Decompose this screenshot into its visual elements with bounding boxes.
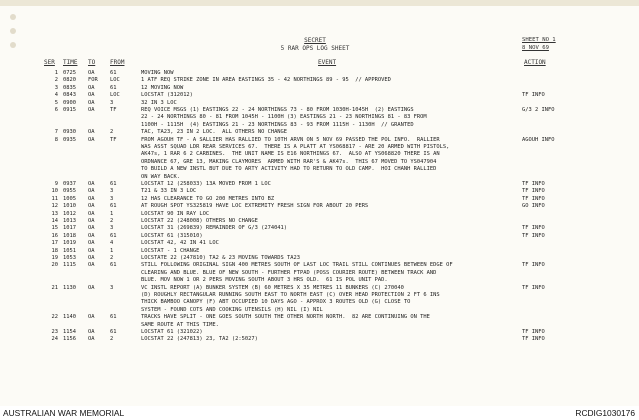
event-text-line: TO BUILD A NEW INSTL BUT DUE TO ARTY ACTIVITY HAD TO RETURN TO OLD CAMP. HOI CHANH RALLIED <box>141 166 437 173</box>
sheet-title: 5 RAR OPS LOG SHEET <box>280 45 350 52</box>
archive-name: AUSTRALIAN WAR MEMORIAL <box>3 408 125 418</box>
action-cell: TF INFO <box>522 195 545 202</box>
serial-number-cell: 22 <box>51 314 58 321</box>
punch-holes <box>10 14 18 56</box>
event-text-line: 12 HAS CLEARANCE TO GO 200 METRES INTO BZ <box>141 195 275 202</box>
event-text-line: FROM AGOUH TF - A SALLIER HAS RALLIED TO 10TH ARVN ON 5 NOV 69 PASSED THE POL INFO. RALLIER <box>141 136 440 143</box>
to-cell: OA <box>88 188 95 195</box>
time-cell: 1012 <box>63 210 76 217</box>
punch-hole <box>10 42 16 48</box>
time-cell: 0835 <box>63 84 76 91</box>
event-text-line: SYSTEM - FOUND COTS AND COOKING UTENSILS (H) NIL (I) NIL <box>141 306 323 313</box>
time-cell: 1013 <box>63 218 76 224</box>
event-text-line: BLUE. MOV NOW 1 OR 2 PERS MOVING SOUTH ABOUT 3 HRS OLD. 61 IS POL UNIT PAD. <box>141 277 388 284</box>
event-text-line: LOCSTAT - 1 CHANGE <box>141 247 200 254</box>
to-cell: OA <box>88 203 95 210</box>
to-cell: OA <box>88 262 95 269</box>
to-cell: OA <box>88 70 95 76</box>
time-cell: 0915 <box>63 107 76 113</box>
event-text-line: THICK BAMBOO CANOPY (F) ABT OCCUPIED 10 DAYS AGO - APPROX 3 ROUTES OLD (G) CLOSE TO <box>141 299 411 306</box>
serial-number-cell: 4 <box>54 92 58 99</box>
action-cell: TF INFO <box>522 262 545 269</box>
time-cell: 0843 <box>63 92 76 99</box>
column-header-from: FROM <box>110 59 125 66</box>
serial-number-cell: 9 <box>54 181 58 187</box>
to-cell: OA <box>88 225 95 232</box>
to-cell: OA <box>88 255 95 261</box>
from-cell: 2 <box>110 218 114 224</box>
from-cell: 3 <box>110 188 114 195</box>
column-header-ser: SER <box>44 59 55 66</box>
from-cell: 3 <box>110 284 114 291</box>
from-cell: 3 <box>110 195 114 202</box>
event-text-line: LOCSTATE 22 (247810) TA2 & 23 MOVING TOWARDS TA23 <box>141 255 301 261</box>
to-cell: OA <box>88 210 95 217</box>
time-cell: 0930 <box>63 129 76 136</box>
time-cell: 0935 <box>63 136 76 143</box>
time-cell: 1053 <box>63 255 76 261</box>
event-text-line: LOCSTAT 61 (321022) <box>141 329 203 335</box>
to-cell: OA <box>88 195 95 202</box>
serial-number-cell: 5 <box>54 99 58 106</box>
time-cell: 0820 <box>63 77 76 84</box>
serial-number-cell: 17 <box>51 240 58 247</box>
time-cell: 1154 <box>63 329 76 335</box>
event-text-line: 32 IN 3 LOC <box>141 99 177 106</box>
from-cell: 61 <box>110 84 117 91</box>
event-text-line: (D) ROUGHLY RECTANGULAR RUNNING SOUTH EAST TO NORTH EAST (C) OVER HEAD PROTECTION 2 FT 6 INS <box>141 291 440 298</box>
archive-footer <box>0 406 639 420</box>
to-cell: FOR <box>88 77 98 84</box>
from-cell: LOC <box>110 77 120 84</box>
punch-hole <box>10 14 16 20</box>
from-cell: 2 <box>110 336 114 343</box>
event-text-line: TAC, TA23, 23 IN 2 LOC. ALL OTHERS NO CHANGE <box>141 129 288 136</box>
serial-number-cell: 2 <box>54 77 58 84</box>
to-cell: OA <box>88 129 95 136</box>
time-cell: 1115 <box>63 262 76 269</box>
serial-number-cell: 21 <box>51 284 58 291</box>
to-cell: OA <box>88 92 95 99</box>
time-cell: 1140 <box>63 314 76 321</box>
from-cell: 1 <box>110 247 114 254</box>
serial-number-cell: 15 <box>51 225 58 232</box>
column-header-action: ACTION <box>524 59 546 66</box>
event-text-line: WAS ASST SQUAD LDR REAR SERVICES 67. THERE IS A PLATT AT YS068817 - ARE 20 ARMED WITH PISTOLS, <box>141 143 450 150</box>
event-text-line: LOCSTAT 90 IN RAY LOC <box>141 210 210 217</box>
event-text-line: LOCSTAT 61 (315010) <box>141 232 203 239</box>
time-cell: 1130 <box>63 284 76 291</box>
to-cell: OA <box>88 218 95 224</box>
from-cell: 61 <box>110 70 117 76</box>
action-cell: AGOUH INFO <box>522 136 555 143</box>
to-cell: OA <box>88 99 95 106</box>
time-cell: 1051 <box>63 247 76 254</box>
from-cell: 61 <box>110 203 117 210</box>
from-cell: 61 <box>110 329 117 335</box>
event-text-line: LOCSTAT (312012) <box>141 92 193 99</box>
event-text-line: AT ROUGH SPOT YS325819 HAVE LOC EXTREMITY FRESH SIGN FOR ABOUT 20 PERS <box>141 203 369 210</box>
from-cell: 61 <box>110 262 117 269</box>
to-cell: OA <box>88 232 95 239</box>
to-cell: OA <box>88 336 95 343</box>
from-cell: 2 <box>110 255 114 261</box>
event-text-line: STILL FOLLOWING ORIGINAL SIGN 400 METRES SOUTH OF LAST LOC TRAIL STILL CONTINUES BETWEEN EDGE OF <box>141 262 453 269</box>
archive-reference: RCDIG1030176 <box>575 408 635 418</box>
serial-number-cell: 20 <box>51 262 58 269</box>
serial-number-cell: 11 <box>51 195 58 202</box>
to-cell: OA <box>88 107 95 113</box>
serial-number-cell: 16 <box>51 232 58 239</box>
serial-number-cell: 14 <box>51 218 58 224</box>
time-cell: 1017 <box>63 225 76 232</box>
serial-number-cell: 8 <box>54 136 58 143</box>
serial-number-cell: 12 <box>51 203 58 210</box>
from-cell: 3 <box>110 225 114 232</box>
event-text-line: ON WAY BACK. <box>141 173 180 180</box>
column-header-event: EVENT <box>318 59 337 66</box>
to-cell: OA <box>88 240 95 247</box>
serial-number-cell: 18 <box>51 247 58 254</box>
column-header-to: TO <box>88 59 96 66</box>
column-header-time: TIME <box>63 59 78 66</box>
action-cell: TF INFO <box>522 336 545 343</box>
action-cell: TF INFO <box>522 284 545 291</box>
from-cell: 4 <box>110 240 114 247</box>
event-text-line: LOCSTAT 42, 42 IN 41 LOC <box>141 240 219 247</box>
event-text-line: MOVING NOW <box>141 70 174 76</box>
event-text-line: LOCSTAT 22 (248008) OTHERS NO CHANGE <box>141 218 258 224</box>
time-cell: 1156 <box>63 336 76 343</box>
from-cell: LOC <box>110 92 120 99</box>
serial-number-cell: 19 <box>51 255 58 261</box>
action-cell: TF INFO <box>522 181 545 187</box>
event-text-line: AK47s, 1 RAR 6 2 CARBINES. THE UNIT NAME IS E16 NORTHINGS 67. ALSO AT YS068820 THERE IS AN <box>141 151 440 158</box>
event-text-line: VC INSTL REPORT (A) BUNKER SYSTEM (B) 60 METRES X 35 METRES 11 BUNKERS (C) 270040 <box>141 284 404 291</box>
sheet-date: 8 NOV 69 <box>522 45 549 51</box>
from-cell: 61 <box>110 232 117 239</box>
from-cell: 61 <box>110 181 117 187</box>
event-text-line: SAME ROUTE AT THIS TIME. <box>141 321 219 328</box>
to-cell: OA <box>88 247 95 254</box>
to-cell: OA <box>88 84 95 91</box>
time-cell: 0900 <box>63 99 76 106</box>
time-cell: 0725 <box>63 70 76 76</box>
from-cell: TF <box>110 107 117 113</box>
time-cell: 1018 <box>63 232 76 239</box>
from-cell: 1 <box>110 210 114 217</box>
serial-number-cell: 1 <box>54 70 58 76</box>
event-text-line: LOCSTAT 12 (258033) 13A MOVED FROM 1 LOC <box>141 181 271 187</box>
to-cell: OA <box>88 181 95 187</box>
from-cell: 2 <box>110 129 114 136</box>
serial-number-cell: 7 <box>54 129 58 136</box>
action-cell: TF INFO <box>522 225 545 232</box>
time-cell: 1005 <box>63 195 76 202</box>
from-cell: 3 <box>110 99 114 106</box>
action-cell: TF INFO <box>522 232 545 239</box>
to-cell: OA <box>88 136 95 143</box>
event-text-line: LOCSTAT 31 (269839) REMAINDER OF G/3 (274041) <box>141 225 288 232</box>
serial-number-cell: 3 <box>54 84 58 91</box>
sheet-number: SHEET NO 1 <box>522 37 556 43</box>
action-cell: TF INFO <box>522 92 545 99</box>
serial-number-cell: 13 <box>51 210 58 217</box>
event-text-line: LOCSTAT 22 (247813) 23, TA2 (2:5027) <box>141 336 258 343</box>
time-cell: 1010 <box>63 203 76 210</box>
event-text-line: TRACKS HAVE SPLIT - ONE GOES SOUTH SOUTH THE OTHER NORTH NORTH. 82 ARE CONTINUING ON THE <box>141 314 430 321</box>
event-text-line: ORDNANCE 67, GRE 13, MAKING CLAYMORES ARMED WITH RAR'S & AK47s. THIS 67 MOVED TO YS047904 <box>141 158 437 165</box>
from-cell: TF <box>110 136 117 143</box>
time-cell: 1019 <box>63 240 76 247</box>
event-text-line: 12 MOVING NOW <box>141 84 184 91</box>
time-cell: 0955 <box>63 188 76 195</box>
action-cell: GO INFO <box>522 203 545 210</box>
action-cell: TF INFO <box>522 329 545 335</box>
to-cell: OA <box>88 329 95 335</box>
serial-number-cell: 24 <box>51 336 58 343</box>
event-text-line: CLEARING AND BLUE. BLUE OF NEW SOUTH - FURTHER FTPAD (POSS COURIER ROUTE) BETWEEN TRACK AND <box>141 269 437 276</box>
action-cell: TF INFO <box>522 188 545 195</box>
to-cell: OA <box>88 284 95 291</box>
classification-heading: SECRET <box>304 37 326 44</box>
event-text-line: REQ VOICE MSGS (1) EASTINGS 22 - 24 NORTHINGS 73 - 80 FROM 1030H-1045H (2) EASTINGS <box>141 107 414 113</box>
serial-number-cell: 6 <box>54 107 58 113</box>
from-cell: 61 <box>110 314 117 321</box>
event-text-line: T21 & 33 IN 3 LOC <box>141 188 197 195</box>
serial-number-cell: 23 <box>51 329 58 335</box>
serial-number-cell: 10 <box>51 188 58 195</box>
event-text-line: 22 - 24 NORTHINGS 80 - 81 FROM 1045H - 1100H (3) EASTINGS 21 - 23 NORTHINGS 81 - 83 FROM <box>141 114 427 121</box>
time-cell: 0937 <box>63 181 76 187</box>
punch-hole <box>10 28 16 34</box>
event-text-line: 1100H - 1115H (4) EASTINGS 21 - 23 NORTHINGS 83 - 93 FROM 1115H - 1130H // GRANTED <box>141 121 414 128</box>
action-cell: G/3 2 INFO <box>522 107 555 113</box>
event-text-line: 1 ATF REQ STRIKE ZONE IN AREA EASTINGS 35 - 42 NORTHINGS 89 - 95 // APPROVED <box>141 77 391 84</box>
to-cell: OA <box>88 314 95 321</box>
